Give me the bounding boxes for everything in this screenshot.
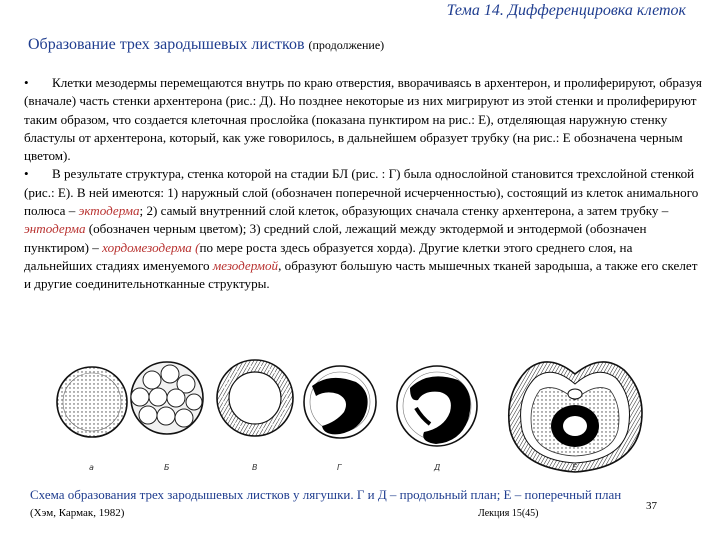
stage-b-morula [131,362,203,434]
term-ectoderm: эктодерма [78,203,140,219]
topic-title: Тема 14. Дифференцировка клеток [446,2,686,19]
figure-label-a: а [89,463,94,472]
figure-label-v: В [252,463,258,472]
section-title-note: (продолжение) [308,38,385,52]
term-mesoderm: мезодермой [212,257,279,273]
figure-label-e: Е [572,463,578,472]
bullet: • [24,75,29,90]
paragraph-2 [24,165,704,293]
figure-label-d: Д [434,463,441,472]
paragraph-2-part2: ; 2) самый внутренний слой клеток, образующих сначала стенку архентерона, а затем трубку – [139,203,669,219]
caption-text: Схема образования трех зародышевых листков у лягушки. Г и Д – продольный план; Е – поперечный план [30,487,622,502]
stage-v-blastula [217,360,293,436]
paragraph-2-part4: по мере роста здесь образуется хорда). Другие клетки этого среднего слоя, на дальнейших стадиях именуемого [24,239,633,273]
embryo-stages-figure [0,350,720,480]
paragraph-2-part1: В результате структура, стенка которой на стадии БЛ (рис. : Г) была однослойной становится трехслойной стенкой (рис.: Е). В ней имеются: 1) наружный слой (обозначен поперечной исчерченностью), состоящий из клеток анимального полюса – [24,166,699,219]
stage-a-zygote [57,367,127,437]
body-text [24,74,704,294]
figure-caption [30,486,650,522]
figure-label-b: Б [164,463,170,472]
page-number: 37 [646,500,657,512]
section-title: Образование трех зародышевых листков [28,36,305,53]
lecture-label: Лекция 15(45) [478,508,539,519]
figure-label-g: Г [337,463,342,472]
stage-d-gastrula [397,366,477,446]
paragraph-1 [24,74,704,165]
bullet: • [24,166,29,182]
paragraph-2-part5: , образуют большую часть мышечных тканей зародыша, а также его скелет и другие соединительнотканные структуры. [24,257,698,292]
stage-g-gastrula [304,366,376,438]
term-chordamesoderm: хордомезодерма ( [102,239,200,255]
stage-e-neurula [509,362,642,472]
section-heading [28,36,384,54]
paragraph-1-text: Клетки мезодермы перемещаются внутрь по краю отверстия, вворачиваясь в архентерон, и пролиферируют, образуя (вначале) часть стенки архентерона (рис.: Д). Но позднее некоторые из них мигрируют из этой стенки и пролиферируют таким образом, что создается клеточная прослойка (показана пунктиром на рис.: Е), отделяющая наружную стенку бластулы от архентерона, который, как уже говорилось, в дальнейшем образует трубку (на рис.: Е обозначена черным цветом). [24,75,702,164]
caption-source: (Хэм, Кармак, 1982) [30,507,125,519]
term-endoderm: энтодерма [24,221,86,237]
paragraph-2-part3: (обозначен черным цветом); 3) средний слой, лежащий между эктодермой и энтодермой (обозначен пунктиром) – [24,221,647,255]
